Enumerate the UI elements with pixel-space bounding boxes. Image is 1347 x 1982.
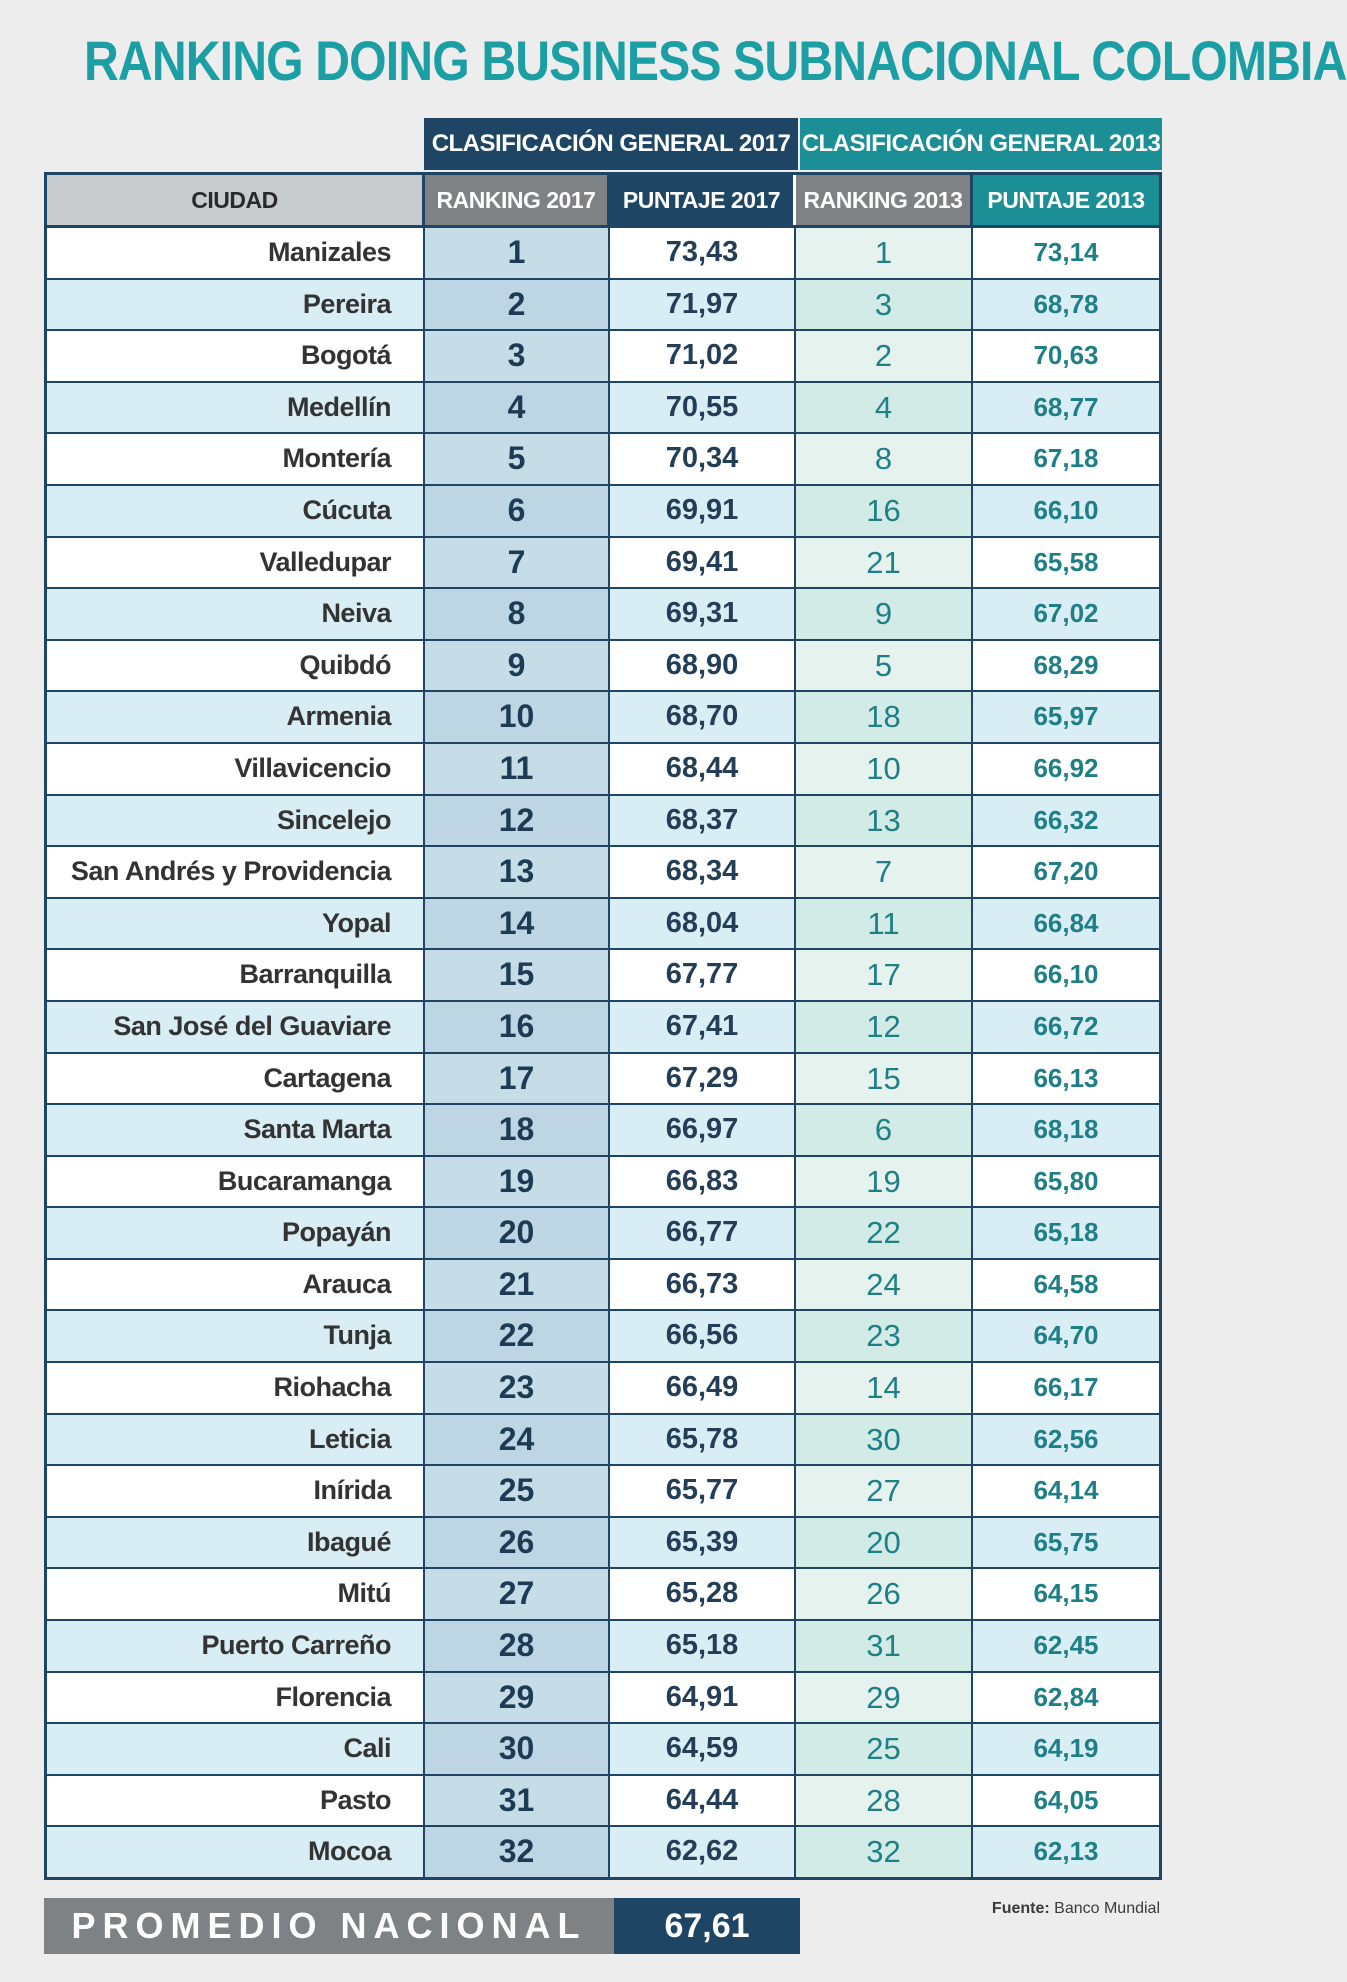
cell-score-2013: 65,58 xyxy=(973,538,1159,588)
cell-score-2013: 66,10 xyxy=(973,486,1159,536)
cell-ranking-2013: 4 xyxy=(796,383,973,433)
cell-score-2017: 69,91 xyxy=(610,486,796,536)
cell-ranking-2013: 12 xyxy=(796,1002,973,1052)
cell-score-2013: 68,18 xyxy=(973,1105,1159,1155)
page-title: RANKING DOING BUSINESS SUBNACIONAL COLOMBIA xyxy=(84,29,1347,92)
cell-ranking-2017: 24 xyxy=(425,1415,610,1465)
cell-score-2017: 64,59 xyxy=(610,1724,796,1774)
cell-ranking-2013: 32 xyxy=(796,1827,973,1877)
cell-ranking-2017: 22 xyxy=(425,1311,610,1361)
cell-city: Manizales xyxy=(47,228,425,278)
cell-city: Cartagena xyxy=(47,1054,425,1104)
cell-score-2013: 68,29 xyxy=(973,641,1159,691)
table-row xyxy=(47,486,1159,538)
cell-ranking-2017: 32 xyxy=(425,1827,610,1877)
cell-score-2013: 65,97 xyxy=(973,692,1159,742)
table-row xyxy=(47,1157,1159,1209)
table-row xyxy=(47,1311,1159,1363)
table-row xyxy=(47,692,1159,744)
cell-city: Puerto Carreño xyxy=(47,1621,425,1671)
table-row xyxy=(47,1260,1159,1312)
cell-ranking-2013: 11 xyxy=(796,899,973,949)
cell-ranking-2013: 31 xyxy=(796,1621,973,1671)
cell-city: Sincelejo xyxy=(47,796,425,846)
cell-city: Valledupar xyxy=(47,538,425,588)
cell-city: Medellín xyxy=(47,383,425,433)
table-row xyxy=(47,331,1159,383)
cell-score-2017: 71,97 xyxy=(610,280,796,330)
cell-score-2017: 68,70 xyxy=(610,692,796,742)
cell-score-2013: 66,72 xyxy=(973,1002,1159,1052)
national-average-label: PROMEDIO NACIONAL xyxy=(44,1898,614,1954)
cell-ranking-2013: 23 xyxy=(796,1311,973,1361)
cell-score-2017: 68,37 xyxy=(610,796,796,846)
table-row xyxy=(47,1208,1159,1260)
cell-ranking-2013: 2 xyxy=(796,331,973,381)
cell-score-2017: 64,44 xyxy=(610,1776,796,1826)
cell-city: Popayán xyxy=(47,1208,425,1258)
cell-score-2013: 68,77 xyxy=(973,383,1159,433)
cell-ranking-2017: 11 xyxy=(425,744,610,794)
cell-score-2017: 69,31 xyxy=(610,589,796,639)
cell-ranking-2017: 7 xyxy=(425,538,610,588)
cell-score-2017: 69,41 xyxy=(610,538,796,588)
ranking-table xyxy=(44,172,1162,1880)
cell-city: Quibdó xyxy=(47,641,425,691)
table-row xyxy=(47,1105,1159,1157)
cell-score-2017: 66,77 xyxy=(610,1208,796,1258)
cell-ranking-2017: 15 xyxy=(425,950,610,1000)
cell-ranking-2013: 22 xyxy=(796,1208,973,1258)
cell-ranking-2017: 17 xyxy=(425,1054,610,1104)
table-row xyxy=(47,950,1159,1002)
cell-city: Cúcuta xyxy=(47,486,425,536)
cell-city: Mitú xyxy=(47,1569,425,1619)
cell-score-2017: 68,90 xyxy=(610,641,796,691)
cell-score-2013: 73,14 xyxy=(973,228,1159,278)
cell-score-2013: 64,15 xyxy=(973,1569,1159,1619)
cell-score-2013: 62,84 xyxy=(973,1673,1159,1723)
cell-ranking-2013: 10 xyxy=(796,744,973,794)
table-row xyxy=(47,1724,1159,1776)
cell-ranking-2017: 16 xyxy=(425,1002,610,1052)
cell-ranking-2017: 14 xyxy=(425,899,610,949)
cell-score-2013: 66,32 xyxy=(973,796,1159,846)
cell-ranking-2017: 10 xyxy=(425,692,610,742)
table-row xyxy=(47,1621,1159,1673)
cell-ranking-2017: 13 xyxy=(425,847,610,897)
table-row xyxy=(47,1363,1159,1415)
cell-score-2017: 65,77 xyxy=(610,1466,796,1516)
table-row xyxy=(47,1776,1159,1828)
cell-ranking-2013: 28 xyxy=(796,1776,973,1826)
cell-city: San José del Guaviare xyxy=(47,1002,425,1052)
cell-ranking-2017: 9 xyxy=(425,641,610,691)
cell-ranking-2017: 8 xyxy=(425,589,610,639)
cell-score-2017: 66,73 xyxy=(610,1260,796,1310)
cell-score-2013: 70,63 xyxy=(973,331,1159,381)
cell-city: Tunja xyxy=(47,1311,425,1361)
cell-score-2013: 62,45 xyxy=(973,1621,1159,1671)
cell-city: Bogotá xyxy=(47,331,425,381)
cell-ranking-2013: 21 xyxy=(796,538,973,588)
cell-city: Cali xyxy=(47,1724,425,1774)
column-header-score-2013: PUNTAJE 2013 xyxy=(973,175,1159,225)
table-header-row xyxy=(47,175,1159,228)
column-header-city: CIUDAD xyxy=(47,175,425,225)
table-body xyxy=(47,228,1159,1877)
cell-ranking-2017: 12 xyxy=(425,796,610,846)
group-header-2013: CLASIFICACIÓN GENERAL 2013 xyxy=(800,118,1162,170)
cell-ranking-2013: 14 xyxy=(796,1363,973,1413)
table-row xyxy=(47,1518,1159,1570)
cell-ranking-2017: 20 xyxy=(425,1208,610,1258)
cell-score-2017: 71,02 xyxy=(610,331,796,381)
cell-ranking-2013: 8 xyxy=(796,434,973,484)
cell-city: Pasto xyxy=(47,1776,425,1826)
cell-ranking-2013: 24 xyxy=(796,1260,973,1310)
cell-ranking-2017: 3 xyxy=(425,331,610,381)
cell-city: Neiva xyxy=(47,589,425,639)
cell-score-2013: 68,78 xyxy=(973,280,1159,330)
cell-score-2017: 66,97 xyxy=(610,1105,796,1155)
table-row xyxy=(47,899,1159,951)
cell-score-2017: 73,43 xyxy=(610,228,796,278)
cell-ranking-2013: 17 xyxy=(796,950,973,1000)
table-row xyxy=(47,1827,1159,1877)
table-row xyxy=(47,796,1159,848)
cell-score-2017: 67,41 xyxy=(610,1002,796,1052)
cell-city: Mocoa xyxy=(47,1827,425,1877)
cell-score-2013: 65,80 xyxy=(973,1157,1159,1207)
cell-ranking-2017: 19 xyxy=(425,1157,610,1207)
cell-score-2017: 65,28 xyxy=(610,1569,796,1619)
table-row xyxy=(47,434,1159,486)
cell-score-2013: 62,56 xyxy=(973,1415,1159,1465)
cell-ranking-2013: 29 xyxy=(796,1673,973,1723)
table-row xyxy=(47,589,1159,641)
cell-ranking-2017: 31 xyxy=(425,1776,610,1826)
cell-city: Leticia xyxy=(47,1415,425,1465)
cell-score-2013: 66,17 xyxy=(973,1363,1159,1413)
table-row xyxy=(47,538,1159,590)
cell-ranking-2017: 27 xyxy=(425,1569,610,1619)
cell-ranking-2017: 29 xyxy=(425,1673,610,1723)
cell-score-2013: 67,20 xyxy=(973,847,1159,897)
cell-ranking-2017: 5 xyxy=(425,434,610,484)
cell-ranking-2017: 2 xyxy=(425,280,610,330)
cell-ranking-2017: 30 xyxy=(425,1724,610,1774)
cell-score-2017: 68,34 xyxy=(610,847,796,897)
cell-ranking-2017: 1 xyxy=(425,228,610,278)
cell-ranking-2013: 30 xyxy=(796,1415,973,1465)
cell-score-2013: 66,92 xyxy=(973,744,1159,794)
cell-ranking-2017: 6 xyxy=(425,486,610,536)
source-label: Fuente: xyxy=(991,1900,1050,1917)
cell-city: Arauca xyxy=(47,1260,425,1310)
table-row xyxy=(47,1673,1159,1725)
cell-ranking-2017: 23 xyxy=(425,1363,610,1413)
cell-ranking-2013: 15 xyxy=(796,1054,973,1104)
cell-score-2017: 65,78 xyxy=(610,1415,796,1465)
column-header-ranking-2013: RANKING 2013 xyxy=(796,175,973,225)
cell-score-2017: 66,56 xyxy=(610,1311,796,1361)
national-average-value: 67,61 xyxy=(614,1898,800,1954)
cell-city: Yopal xyxy=(47,899,425,949)
cell-city: Barranquilla xyxy=(47,950,425,1000)
cell-city: Bucaramanga xyxy=(47,1157,425,1207)
cell-score-2017: 64,91 xyxy=(610,1673,796,1723)
table-row xyxy=(47,228,1159,280)
cell-city: Florencia xyxy=(47,1673,425,1723)
cell-score-2013: 67,02 xyxy=(973,589,1159,639)
cell-score-2017: 70,55 xyxy=(610,383,796,433)
cell-city: Armenia xyxy=(47,692,425,742)
cell-ranking-2013: 3 xyxy=(796,280,973,330)
cell-ranking-2013: 25 xyxy=(796,1724,973,1774)
table-row xyxy=(47,280,1159,332)
cell-ranking-2013: 5 xyxy=(796,641,973,691)
cell-score-2017: 65,18 xyxy=(610,1621,796,1671)
cell-ranking-2013: 16 xyxy=(796,486,973,536)
cell-ranking-2013: 26 xyxy=(796,1569,973,1619)
cell-score-2017: 68,04 xyxy=(610,899,796,949)
cell-score-2017: 66,83 xyxy=(610,1157,796,1207)
cell-ranking-2013: 20 xyxy=(796,1518,973,1568)
cell-score-2013: 66,13 xyxy=(973,1054,1159,1104)
cell-ranking-2013: 27 xyxy=(796,1466,973,1516)
source-value: Banco Mundial xyxy=(1054,1900,1160,1917)
source-note xyxy=(992,1900,1160,1918)
cell-score-2017: 66,49 xyxy=(610,1363,796,1413)
cell-ranking-2017: 26 xyxy=(425,1518,610,1568)
cell-ranking-2017: 25 xyxy=(425,1466,610,1516)
cell-score-2013: 67,18 xyxy=(973,434,1159,484)
table-row xyxy=(47,1054,1159,1106)
table-row xyxy=(47,1569,1159,1621)
cell-score-2013: 64,70 xyxy=(973,1311,1159,1361)
table-row xyxy=(47,383,1159,435)
cell-city: Ibagué xyxy=(47,1518,425,1568)
cell-score-2013: 65,18 xyxy=(973,1208,1159,1258)
cell-score-2017: 67,77 xyxy=(610,950,796,1000)
cell-ranking-2013: 7 xyxy=(796,847,973,897)
cell-city: Santa Marta xyxy=(47,1105,425,1155)
cell-city: Riohacha xyxy=(47,1363,425,1413)
table-row xyxy=(47,1466,1159,1518)
cell-ranking-2013: 6 xyxy=(796,1105,973,1155)
cell-ranking-2017: 4 xyxy=(425,383,610,433)
cell-score-2013: 64,14 xyxy=(973,1466,1159,1516)
cell-ranking-2017: 21 xyxy=(425,1260,610,1310)
cell-score-2013: 66,84 xyxy=(973,899,1159,949)
table-row xyxy=(47,1002,1159,1054)
column-header-score-2017: PUNTAJE 2017 xyxy=(610,175,796,225)
cell-city: Pereira xyxy=(47,280,425,330)
cell-score-2017: 67,29 xyxy=(610,1054,796,1104)
cell-ranking-2017: 28 xyxy=(425,1621,610,1671)
cell-ranking-2013: 13 xyxy=(796,796,973,846)
cell-score-2017: 65,39 xyxy=(610,1518,796,1568)
cell-city: Inírida xyxy=(47,1466,425,1516)
cell-ranking-2013: 19 xyxy=(796,1157,973,1207)
table-row xyxy=(47,641,1159,693)
cell-ranking-2017: 18 xyxy=(425,1105,610,1155)
column-header-ranking-2017: RANKING 2017 xyxy=(425,175,610,225)
cell-score-2013: 64,05 xyxy=(973,1776,1159,1826)
cell-score-2013: 65,75 xyxy=(973,1518,1159,1568)
table-row xyxy=(47,744,1159,796)
table-row xyxy=(47,847,1159,899)
cell-score-2013: 66,10 xyxy=(973,950,1159,1000)
cell-score-2017: 68,44 xyxy=(610,744,796,794)
cell-score-2017: 62,62 xyxy=(610,1827,796,1877)
cell-score-2013: 62,13 xyxy=(973,1827,1159,1877)
cell-city: Montería xyxy=(47,434,425,484)
cell-score-2017: 70,34 xyxy=(610,434,796,484)
cell-city: San Andrés y Providencia xyxy=(47,847,425,897)
cell-city: Villavicencio xyxy=(47,744,425,794)
group-header-2017: CLASIFICACIÓN GENERAL 2017 xyxy=(424,118,798,170)
cell-ranking-2013: 18 xyxy=(796,692,973,742)
table-row xyxy=(47,1415,1159,1467)
cell-score-2013: 64,19 xyxy=(973,1724,1159,1774)
cell-score-2013: 64,58 xyxy=(973,1260,1159,1310)
cell-ranking-2013: 1 xyxy=(796,228,973,278)
cell-ranking-2013: 9 xyxy=(796,589,973,639)
